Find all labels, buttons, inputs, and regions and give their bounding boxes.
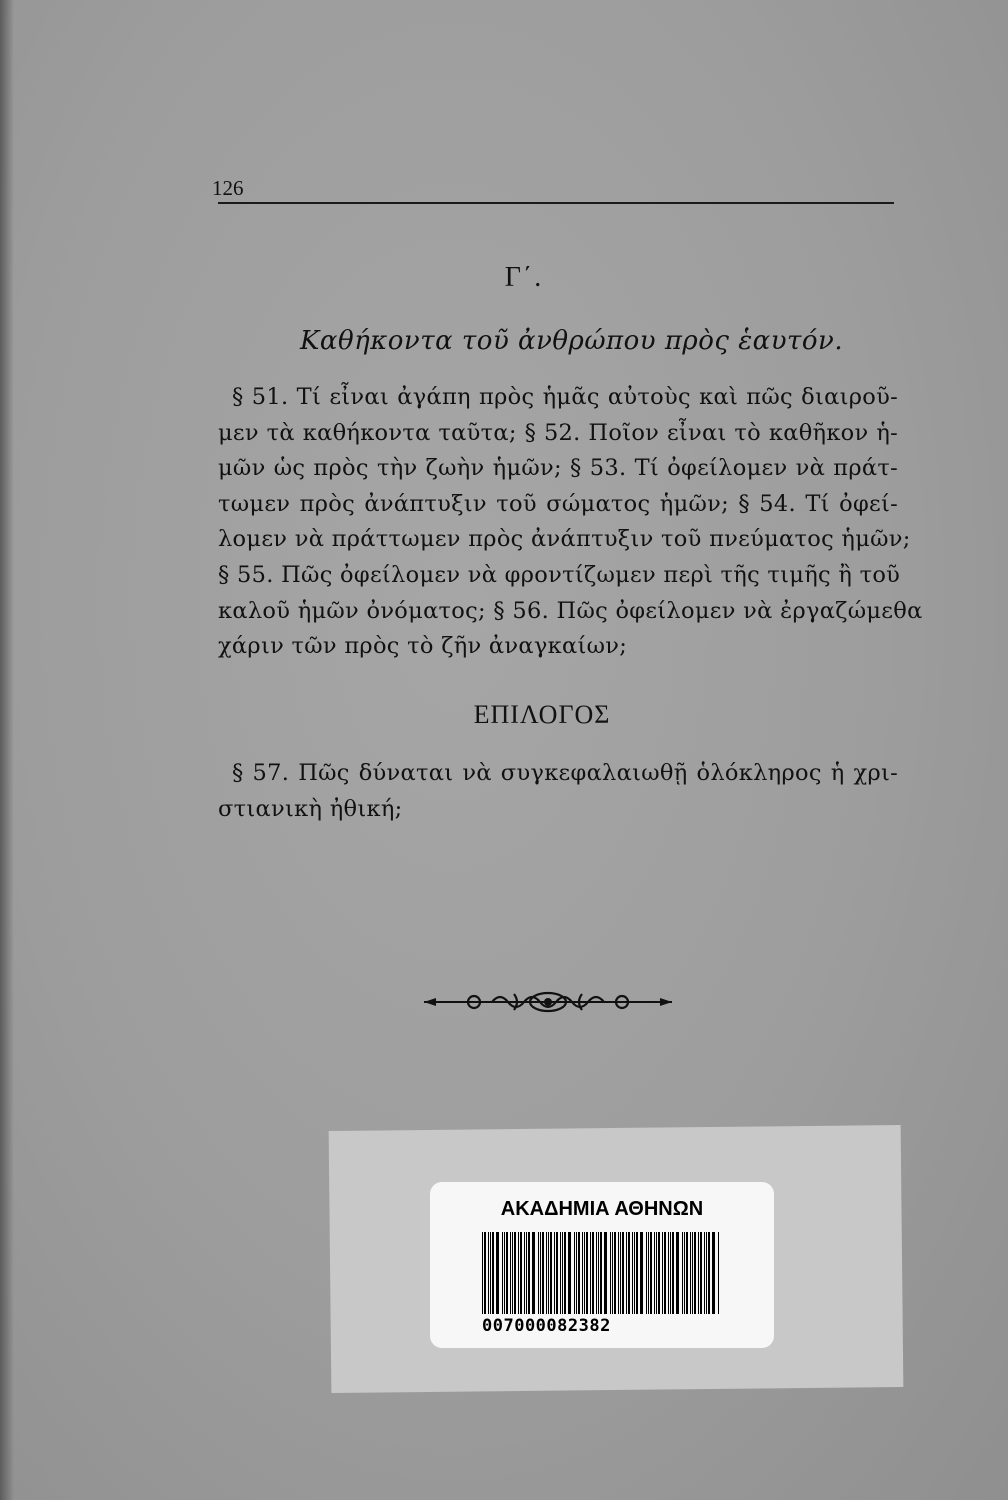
barcode-bar (496, 1232, 499, 1314)
barcode-bar (692, 1232, 693, 1314)
barcode-bar (664, 1232, 666, 1314)
barcode-bar (510, 1232, 511, 1314)
barcode-bar (540, 1232, 541, 1314)
barcode-bar (634, 1232, 635, 1314)
barcode-bar (636, 1232, 638, 1314)
barcode-bar (576, 1232, 577, 1314)
barcode-bar (700, 1232, 702, 1314)
barcode-bar (504, 1232, 505, 1314)
barcode-bar (658, 1232, 660, 1314)
barcode-bar (488, 1232, 489, 1314)
barcode-bar (528, 1232, 530, 1314)
barcode-bar (568, 1232, 571, 1314)
barcode-bar (484, 1232, 486, 1314)
barcode-bar (640, 1232, 643, 1314)
barcode-bar (668, 1232, 669, 1314)
barcode-bar (562, 1232, 563, 1314)
barcode-bar (512, 1232, 513, 1314)
barcode-bar (550, 1232, 552, 1314)
barcode-bar (670, 1232, 671, 1314)
barcode-bar (612, 1232, 613, 1314)
barcode-bar (592, 1232, 594, 1314)
barcode-bar (604, 1232, 607, 1314)
questions-paragraph (218, 380, 923, 665)
barcode-bar (650, 1232, 652, 1314)
section-title: Καθήκοντα τοῦ ἀνθρώπου πρὸς ἑαυτόν. (300, 326, 844, 356)
barcode-bar (618, 1232, 619, 1314)
barcode-number: 007000082382 (482, 1316, 611, 1336)
barcode-bar (686, 1232, 688, 1314)
barcode-bar (676, 1232, 679, 1314)
text-line: στιανικὴ ἠθική; (218, 795, 403, 822)
barcode-bar (490, 1232, 491, 1314)
barcode-bar (590, 1232, 591, 1314)
header-rule (218, 202, 894, 204)
barcode-bar (506, 1232, 508, 1314)
section-letter: Γ΄. (504, 262, 544, 293)
barcode-bar (600, 1232, 602, 1314)
barcode (482, 1232, 722, 1314)
barcode-bar (586, 1232, 588, 1314)
text-line: § 51. Τί εἶναι ἀγάπη πρὸς ἡμᾶς αὐτοὺς καὶ πῶς διαιροῦ- (232, 384, 898, 410)
barcode-bar (672, 1232, 674, 1314)
text-line: λομεν νὰ πράττωμεν πρὸς ἀνάπτυξιν τοῦ πνεύματος ἡμῶν; (218, 526, 911, 553)
barcode-bar (556, 1232, 558, 1314)
barcode-bar (698, 1232, 699, 1314)
barcode-bar (578, 1232, 580, 1314)
barcode-bar (718, 1232, 719, 1314)
barcode-bar (610, 1232, 611, 1314)
barcode-bar (662, 1232, 663, 1314)
barcode-bar (712, 1232, 715, 1314)
barcode-bar (548, 1232, 549, 1314)
page-number: 126 (212, 176, 244, 200)
institution-name: ΑΚΑΔΗΜΙΑ ΑΘΗΝΩΝ (500, 1198, 704, 1220)
barcode-bar (694, 1232, 696, 1314)
barcode-bar (708, 1232, 710, 1314)
barcode-bar (518, 1232, 519, 1314)
epilogue-paragraph (218, 756, 898, 827)
barcode-bar (622, 1232, 624, 1314)
barcode-bar (520, 1232, 522, 1314)
text-line: μῶν ὡς πρὸς τὴν ζωὴν ἡμῶν; § 53. Τί ὀφείλομεν νὰ πράτ- (218, 455, 898, 482)
barcode-bar (564, 1232, 566, 1314)
barcode-bar (492, 1232, 494, 1314)
text-line: § 57. Πῶς δύναται νὰ συγκεφαλαιωθῇ ὁλόκληρος ἡ χρι- (232, 760, 898, 786)
barcode-bar (614, 1232, 616, 1314)
barcode-bar (704, 1232, 705, 1314)
barcode-bar (538, 1232, 539, 1314)
barcode-bar (598, 1232, 599, 1314)
barcode-bar (656, 1232, 657, 1314)
barcode-bar (546, 1232, 547, 1314)
text-line: χάριν τῶν πρὸς τὸ ζῆν ἀναγκαίων; (218, 633, 628, 660)
barcode-bar (646, 1232, 647, 1314)
text-line: καλοῦ ἡμῶν ὀνόματος; § 56. Πῶς ὀφείλομεν νὰ ἐργαζώμεθα (218, 597, 923, 624)
barcode-bar (682, 1232, 683, 1314)
barcode-bar (560, 1232, 561, 1314)
barcode-bar (690, 1232, 691, 1314)
barcode-bar (706, 1232, 707, 1314)
barcode-bar (596, 1232, 597, 1314)
barcode-bar (632, 1232, 633, 1314)
barcode-bar (654, 1232, 655, 1314)
barcode-bar (582, 1232, 583, 1314)
barcode-bar (532, 1232, 535, 1314)
barcode-bar (574, 1232, 575, 1314)
ornament-divider (422, 988, 674, 1016)
barcode-bar (542, 1232, 544, 1314)
barcode-bar (514, 1232, 516, 1314)
page-edge-shadow (0, 0, 14, 1500)
barcode-bar (620, 1232, 621, 1314)
library-barcode-label (430, 1182, 774, 1348)
barcode-bar (684, 1232, 685, 1314)
barcode-bar (584, 1232, 585, 1314)
text-line: μεν τὰ καθήκοντα ταῦτα; § 52. Ποῖον εἶναι τὸ καθῆκον ἡ- (218, 419, 898, 446)
text-line: τωμεν πρὸς ἀνάπτυξιν τοῦ σώματος ἡμῶν; § 54. Τί ὀφεί- (218, 490, 898, 517)
barcode-bar (554, 1232, 555, 1314)
epilogue-heading: ΕΠΙΛΟΓΟΣ (473, 700, 611, 729)
barcode-bar (524, 1232, 525, 1314)
barcode-bar (526, 1232, 527, 1314)
text-line: § 55. Πῶς ὀφείλομεν νὰ φροντίζωμεν περὶ τῆς τιμῆς ἢ τοῦ (218, 561, 901, 588)
barcode-bar (628, 1232, 630, 1314)
barcode-bar (648, 1232, 649, 1314)
barcode-bar (626, 1232, 627, 1314)
barcode-bar (482, 1232, 483, 1314)
barcode-bar (502, 1232, 503, 1314)
